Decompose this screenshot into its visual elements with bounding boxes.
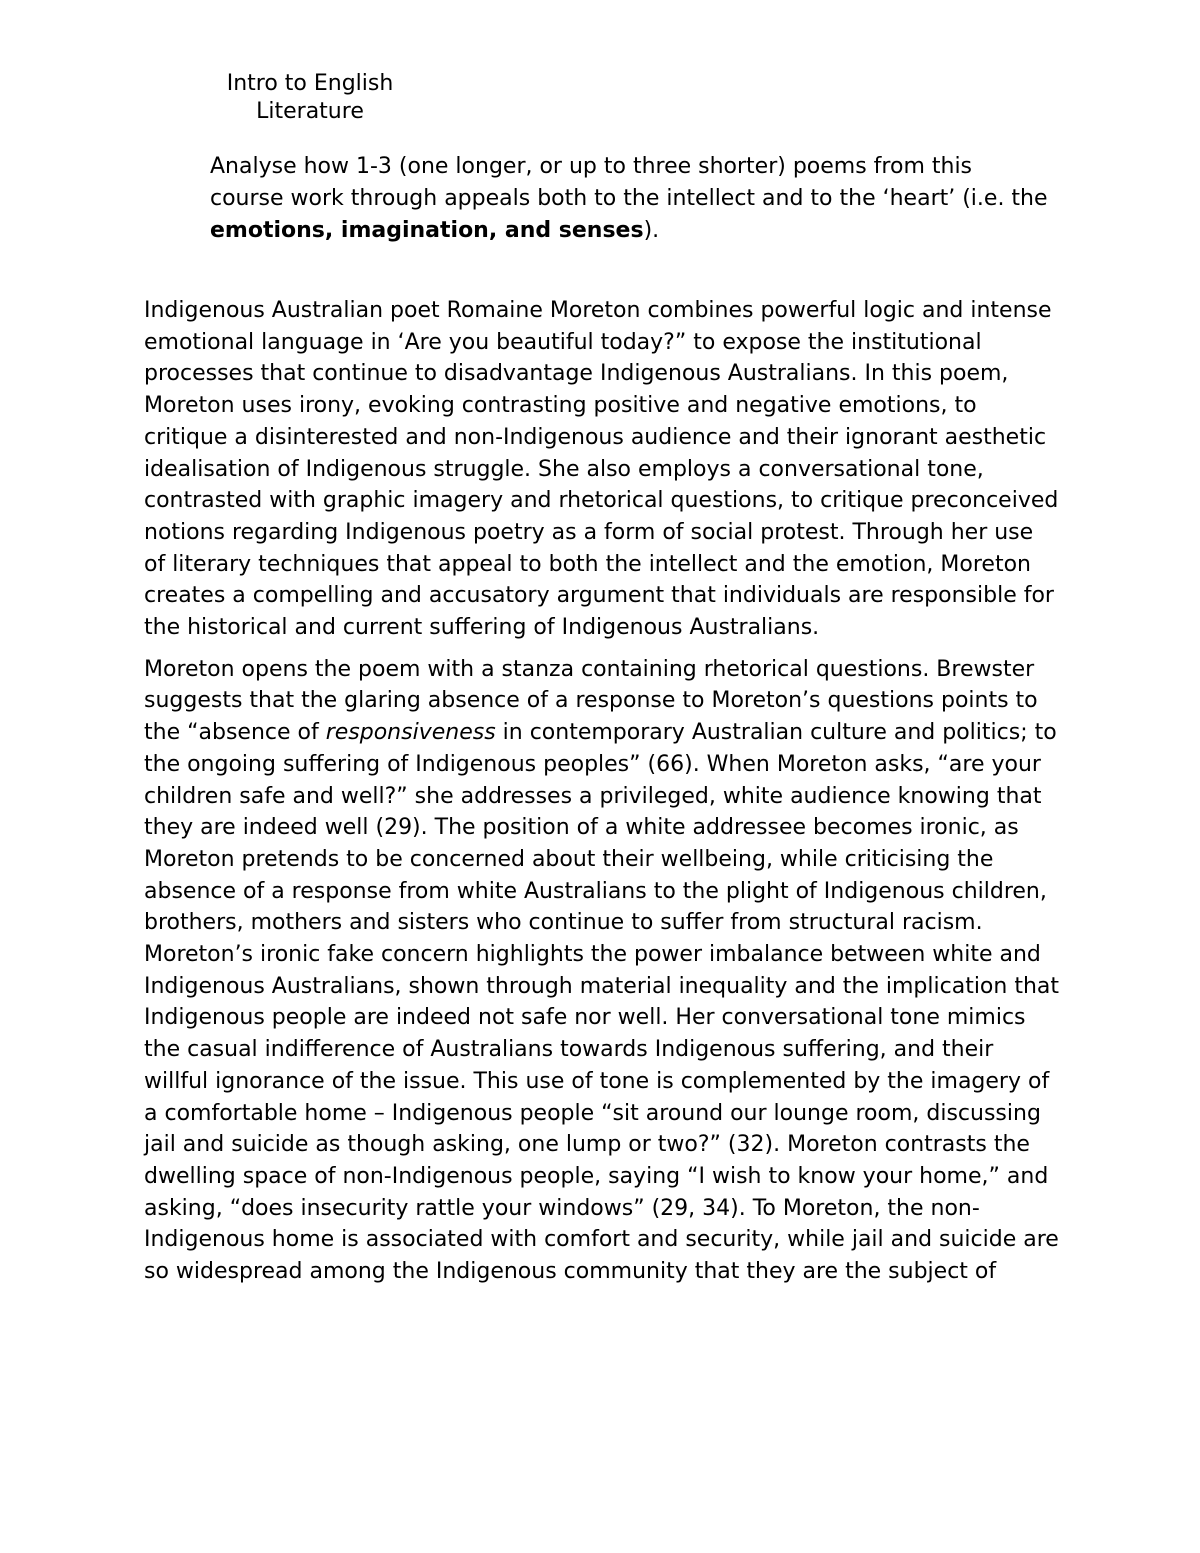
paragraph-2-end: in contemporary Australian culture and politics; to the ongoing suffering of Indigenous peoples” (66). When Moreton asks, “are your children safe and well?” she addresses a privileged, white audience knowing that they are indeed well (29). The position of a white addressee becomes ironic, as Moreton pretends to be concerned about their wellbeing, while criticising the absence of a response from white Australians to the plight of Indigenous children, brothers, mothers and sisters who continue to suffer from structural racism. Moreton’s ironic fake concern highlights the power imbalance between white and Indigenous Australians, shown through material inequality and the implication that Indigenous people are indeed not safe nor well. Her conversational tone mimics the casual indifference of Australians towards Indigenous suffering, and their willful ignorance of the issue. This use of tone is complemented by the imagery of a comfortable home – Indigenous people “sit around our lounge room, discussing jail and suicide as though asking, one lump or two?” (32). Moreton contrasts the dwelling space of non-Indigenous people, saying “I wish to know your home,” and asking, “does insecurity rattle your windows” (29, 34). To Moreton, the non-Indigenous home is associated with comfort and security, while jail and suicide are so widespread among the Indigenous community that they are the subject of <box>144 720 1060 1285</box>
course-title-line1: Intro to English <box>226 71 394 96</box>
paragraph-2-start: Moreton opens the poem with a stanza containing rhetorical questions. Brewster suggests that the glaring absence of a response to Moreton’s questions points to the “absence of <box>144 656 1038 746</box>
course-title-line2: Literature <box>256 99 364 124</box>
prompt-text-start: Analyse how 1-3 (one longer, or up to three shorter) poems from this course work through appeals both to the intellect and to the ‘heart’ (i.e. the <box>210 154 1048 211</box>
essay-prompt <box>210 151 1050 247</box>
essay-paragraph-1: Indigenous Australian poet Romaine Moreton combines powerful logic and intense emotional language in ‘Are you beautiful today?” to expose the institutional processes that continue to disadvantage Indigenous Australians. In this poem, Moreton uses irony, evoking contrasting positive and negative emotions, to critique a disinterested and non-Indigenous audience and their ignorant aesthetic idealisation of Indigenous struggle. She also employs a conversational tone, contrasted with graphic imagery and rhetorical questions, to critique preconceived notions regarding Indigenous poetry as a form of social protest. Through her use of literary techniques that appeal to both the intellect and the emotion, Moreton creates a compelling and accusatory argument that individuals are responsible for the historical and current suffering of Indigenous Australians. <box>144 298 1059 641</box>
prompt-text-end: ). <box>643 218 660 243</box>
prompt-text-bold: emotions, imagination, and senses <box>210 218 644 243</box>
course-title <box>205 70 415 126</box>
essay-paragraph-2 <box>144 654 1059 1288</box>
paragraph-2-italic: responsiveness <box>325 720 496 746</box>
essay-body <box>144 295 1059 1298</box>
